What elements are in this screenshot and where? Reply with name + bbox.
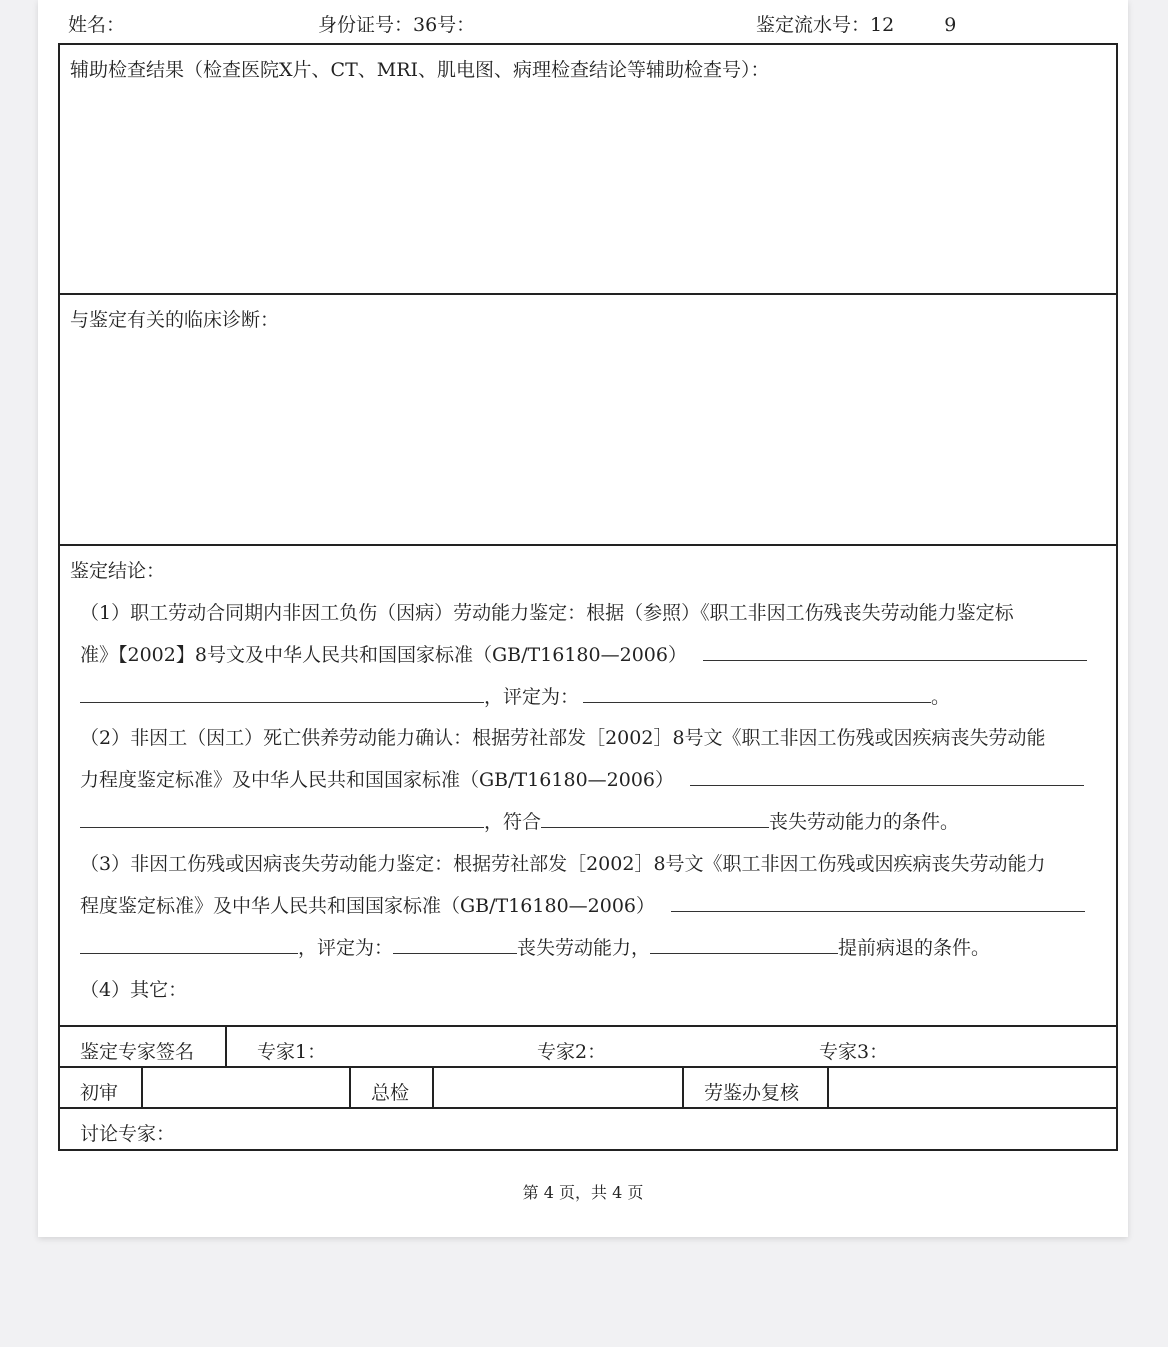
name-label: 姓名：: [68, 14, 126, 36]
aux-exam-section: [58, 43, 1118, 294]
conclusion-p2-line3: [80, 807, 959, 834]
fill-line: [393, 935, 517, 954]
conclusion-p1-line3-mid: ，评定为：: [484, 686, 580, 708]
conclusion-p2-line1: （2）非因工（因工）死亡供养劳动能力确认：根据劳社部发［2002］8号文《职工非因工伤残或因疾病丧失劳动能: [80, 727, 1046, 749]
fill-line: [703, 642, 1087, 661]
conclusion-p3-line3: [80, 933, 990, 960]
document-page: [38, 0, 1128, 1237]
discussion-experts-row: [58, 1107, 1118, 1151]
conclusion-p3-line2: [80, 891, 1085, 918]
expert-sign-label: 鉴定专家签名: [80, 1041, 195, 1063]
conclusion-p1-line1: （1）职工劳动合同期内非因工负伤（因病）劳动能力鉴定：根据（参照）《职工非因工伤残丧失劳动能力鉴定标: [80, 602, 1014, 624]
cell-divider: [682, 1068, 684, 1108]
conclusion-p3-line3-b: 丧失劳动能力，: [517, 937, 651, 959]
conclusion-p3-line2-text: 程度鉴定标准》及中华人民共和国国家标准（GB/T16180—2006）: [80, 895, 656, 917]
expert-signature-row: [58, 1025, 1118, 1067]
cell-divider: [349, 1068, 351, 1108]
fill-line: [541, 809, 769, 828]
general-check-label: 总检: [371, 1082, 410, 1104]
conclusion-p1-line3: [80, 682, 950, 709]
conclusion-p2-line3-end: 丧失劳动能力的条件。: [769, 811, 960, 833]
conclusion-p1-line2-text: 准》【2002】8号文及中华人民共和国国家标准（GB/T16180—2006）: [80, 644, 687, 666]
conclusion-p1-line2: [80, 640, 1087, 667]
review-row: [58, 1066, 1118, 1108]
fill-line: [80, 935, 298, 954]
cell-divider: [141, 1068, 143, 1108]
fill-line: [671, 893, 1085, 912]
cell-divider: [225, 1027, 227, 1067]
office-review-label: 劳鉴办复核: [704, 1082, 800, 1104]
discussion-experts-label: 讨论专家：: [80, 1123, 176, 1145]
initial-review-label: 初审: [80, 1082, 119, 1104]
clinical-diagnosis-section: [58, 293, 1118, 545]
aux-exam-label: 辅助检查结果（检查医院X片、CT、MRI、肌电图、病理检查结论等辅助检查号）：: [70, 59, 770, 81]
conclusion-p3-line3-a: ，评定为：: [298, 937, 394, 959]
expert3-label: 专家3：: [819, 1041, 889, 1063]
serial-number-label: [756, 10, 956, 37]
conclusion-p2-line2: [80, 765, 1084, 792]
conclusion-p1-line3-end: 。: [931, 686, 951, 708]
fill-line: [583, 684, 931, 703]
fill-line: [80, 684, 484, 703]
fill-line: [690, 767, 1084, 786]
id-number-text: 身份证号：36号：: [318, 14, 476, 36]
page-number: 第 4 页，共 4 页: [522, 1183, 644, 1202]
conclusion-p3-line1: （3）非因工伤残或因病丧失劳动能力鉴定：根据劳社部发［2002］8号文《职工非因工伤残或因疾病丧失劳动能力: [80, 853, 1046, 875]
conclusion-p3-line3-c: 提前病退的条件。: [838, 937, 991, 959]
conclusion-section: [58, 544, 1118, 1026]
cell-divider: [827, 1068, 829, 1108]
fill-line: [80, 809, 484, 828]
fill-line: [650, 935, 838, 954]
serial-number-tail: 9: [944, 14, 957, 36]
conclusion-p2-line3-mid: ，符合: [484, 811, 542, 833]
expert2-label: 专家2：: [537, 1041, 607, 1063]
id-number-label: [318, 10, 475, 37]
conclusion-p2-line2-text: 力程度鉴定标准》及中华人民共和国国家标准（GB/T16180—2006）: [80, 769, 675, 791]
expert1-label: 专家1：: [257, 1041, 327, 1063]
conclusion-p4: （4）其它：: [80, 979, 188, 1001]
serial-number-text: 鉴定流水号：12: [756, 14, 895, 36]
cell-divider: [432, 1068, 434, 1108]
clinical-diagnosis-label: 与鉴定有关的临床诊断：: [70, 309, 280, 331]
conclusion-label: 鉴定结论：: [70, 560, 166, 582]
